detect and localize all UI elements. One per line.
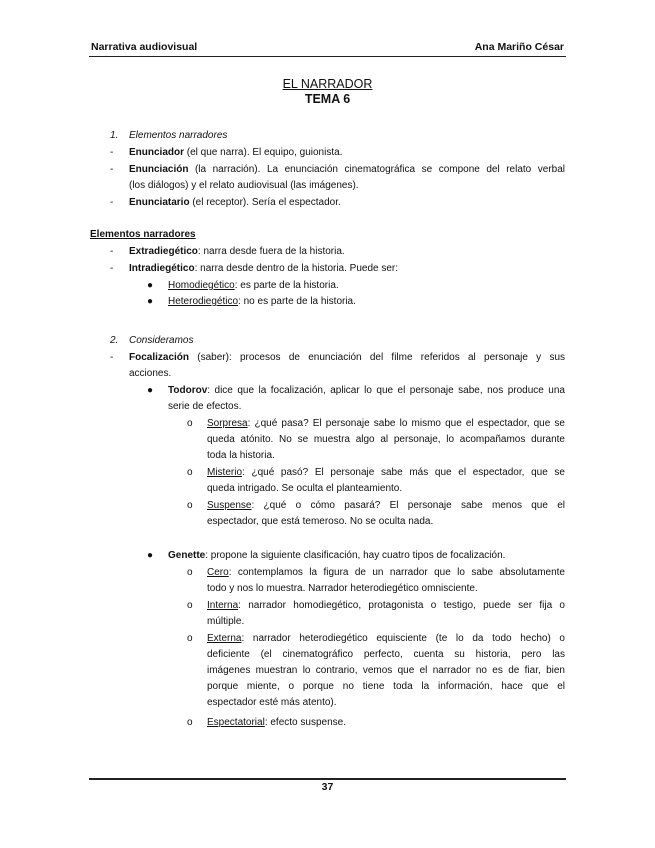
- term: Misterio: [207, 467, 243, 478]
- term: Todorov: [168, 385, 208, 396]
- item-focalizacion: [129, 350, 565, 366]
- definition: : narra desde dentro de la historia. Puede ser:: [194, 263, 399, 274]
- dash-marker: -: [110, 197, 114, 208]
- item-cero-cont: todo y nos lo muestra. Narrador heterodiegético omnisciente.: [207, 583, 478, 594]
- item-intradiegetico: [129, 261, 398, 277]
- item-sorpresa: [207, 416, 565, 432]
- definition: : es parte de la historia.: [234, 280, 339, 291]
- term: Enunciación: [129, 164, 189, 175]
- definition: : no es parte de la historia.: [238, 296, 356, 307]
- subsection-heading: [90, 227, 196, 243]
- item-cero: [207, 565, 565, 581]
- item-suspense-cont: espectador, que está temeroso. No se oculta nada.: [207, 516, 434, 527]
- section-1-number: 1.: [110, 130, 119, 141]
- definition: : dice que la focalización, aplicar lo que el personaje sabe, nos produce una: [207, 385, 565, 396]
- item-homodiegetico: [168, 278, 339, 294]
- dash-marker: -: [110, 352, 114, 363]
- definition: (la narración). La enunciación cinematográfica se compone del relato verbal: [188, 164, 565, 175]
- term: Homodiegético: [168, 280, 235, 291]
- item-enunciacion: [129, 162, 565, 178]
- term: Sorpresa: [207, 418, 248, 429]
- item-externa-cont4: espectador esté más atento).: [207, 697, 337, 708]
- item-todorov: [168, 383, 565, 399]
- circle-marker: o: [187, 418, 193, 429]
- item-misterio-cont: queda intrigado. Se oculta el planteamiento.: [207, 483, 403, 494]
- circle-marker: o: [187, 567, 193, 578]
- bullet-marker: ●: [147, 280, 154, 291]
- item-enunciacion-cont: (los diálogos) y el relato audiovisual (las imágenes).: [129, 180, 359, 191]
- item-interna-cont: múltiple.: [207, 616, 245, 627]
- term: Interna: [207, 600, 239, 611]
- dash-marker: -: [110, 164, 114, 175]
- page-title: EL NARRADOR: [282, 77, 373, 91]
- definition: (el que narra). El equipo, guionista.: [184, 147, 343, 158]
- item-misterio: [207, 465, 565, 481]
- term: Enunciador: [129, 147, 185, 158]
- section-1-heading: Elementos narradores: [129, 130, 228, 141]
- item-externa: [207, 631, 565, 647]
- definition: : narrador heterodiegético equisciente (te lo da todo hecho) o: [241, 633, 565, 644]
- circle-marker: o: [187, 500, 193, 511]
- definition: : efecto suspense.: [264, 717, 346, 728]
- definition: : ¿qué pasa? El personaje sabe lo mismo que el espectador, que se: [247, 418, 565, 429]
- definition: : narra desde fuera de la historia.: [197, 246, 345, 257]
- term: Extradiegético: [129, 246, 198, 257]
- circle-marker: o: [187, 633, 193, 644]
- definition: (saber): procesos de enunciación del filme referidos al personaje y sus: [189, 352, 565, 363]
- term: Externa: [207, 633, 242, 644]
- item-todorov-cont: serie de efectos.: [168, 401, 242, 412]
- definition: : narrador homodiegético, protagonista o testigo, puede ser fija o: [238, 600, 565, 611]
- item-suspense: [207, 498, 565, 514]
- circle-marker: o: [187, 600, 193, 611]
- item-externa-cont: deficiente (el cinematográfico perfecto, cuenta su historia, pero las: [207, 649, 565, 660]
- definition: : ¿qué pasó? El personaje sabe más que el espectador, que se: [242, 467, 565, 478]
- definition: : ¿qué o cómo pasará? El personaje sabe menos que el: [251, 500, 565, 511]
- item-extradiegetico: [129, 244, 345, 260]
- item-focalizacion-cont: acciones.: [129, 368, 172, 379]
- header-rule: [89, 56, 566, 57]
- term: Intradiegético: [129, 263, 195, 274]
- definition: : propone la siguiente clasificación, hay cuatro tipos de focalización.: [205, 550, 506, 561]
- circle-marker: o: [187, 467, 193, 478]
- dash-marker: -: [110, 263, 114, 274]
- dash-marker: -: [110, 147, 114, 158]
- item-sorpresa-cont2: toda la historia.: [207, 450, 275, 461]
- circle-marker: o: [187, 717, 193, 728]
- item-externa-cont3: porque miente, o porque no tiene toda la información, hace que el: [207, 681, 565, 692]
- item-enunciatario: [129, 195, 341, 211]
- bullet-marker: ●: [147, 296, 154, 307]
- term: Genette: [168, 550, 206, 561]
- section-2-number: 2.: [110, 335, 119, 346]
- term: Cero: [207, 567, 229, 578]
- term: Espectatorial: [207, 717, 265, 728]
- page-subtitle: TEMA 6: [304, 92, 351, 106]
- item-heterodiegetico: [168, 294, 356, 310]
- header-right: Ana Mariño César: [474, 41, 564, 53]
- definition: (el receptor). Sería el espectador.: [189, 197, 341, 208]
- page-number: 37: [321, 781, 334, 793]
- dash-marker: -: [110, 246, 114, 257]
- term: Enunciatario: [129, 197, 190, 208]
- item-espectatorial: [207, 715, 346, 731]
- heading-text: Elementos narradores: [90, 229, 196, 240]
- footer-rule: [89, 778, 566, 780]
- item-externa-cont2: imágenes muestran lo contrario, vemos que el narrador no es de fiar, bien: [207, 665, 565, 676]
- item-interna: [207, 598, 565, 614]
- term: Heterodiegético: [168, 296, 239, 307]
- section-2-heading: Consideramos: [129, 335, 194, 346]
- term: Focalización: [129, 352, 190, 363]
- bullet-marker: ●: [147, 385, 154, 396]
- item-enunciador: [129, 145, 342, 161]
- header-left: Narrativa audiovisual: [91, 41, 198, 53]
- definition: : contemplamos la figura de un narrador que lo sabe absolutamente: [228, 567, 565, 578]
- bullet-marker: ●: [147, 550, 154, 561]
- item-genette: [168, 548, 505, 564]
- term: Suspense: [207, 500, 252, 511]
- item-sorpresa-cont: queda atónito. No se muestra algo al personaje, lo acompañamos durante: [207, 434, 565, 445]
